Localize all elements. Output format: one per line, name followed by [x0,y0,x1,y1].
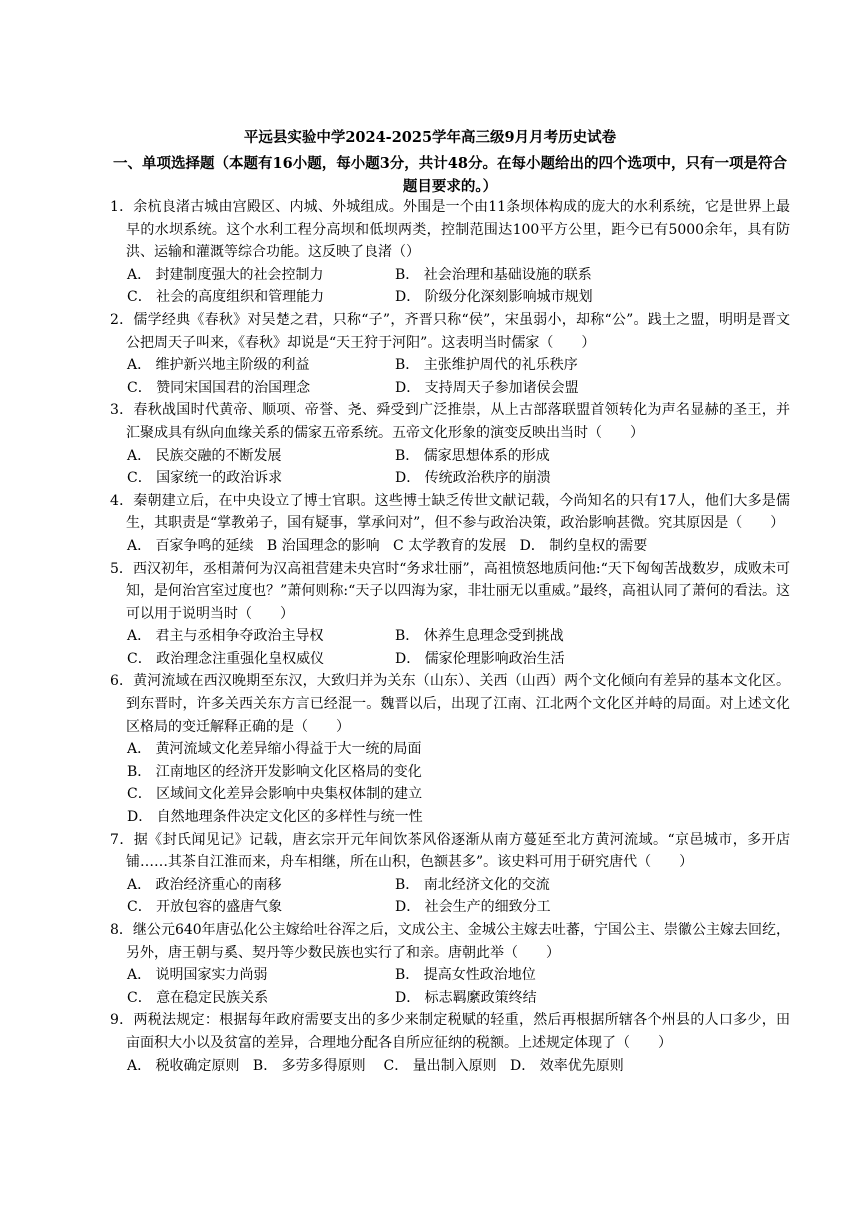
option-c: C． 政治理念注重强化皇权威仪 [127,650,325,667]
question-6 [110,670,790,828]
option-c: C． 意在稳定民族关系 [127,989,269,1006]
options [110,964,790,1009]
option-c: C． 区域间文化差异会影响中央集权体制的建立 [127,786,423,803]
option-c: C． 国家统一的政治诉求 [127,470,283,487]
option-a: A． 黄河流域文化差异缩小得益于大一统的局面 [127,741,422,758]
options [110,738,790,828]
question-2 [110,309,790,399]
section-heading: 一、单项选择题（本题有16小题，每小题3分，共计48分。在每小题给出的四个选项中，只有一项是符合题目要求的。） [113,155,787,195]
question-1 [110,196,790,309]
question-stem: 1．余杭良渚古城由宫殿区、内城、外城组成。外围是一个由11条坝体构成的庞大的水利系统，它是世界上最早的水坝系统。这个水利工程分高坝和低坝两类，控制范围达100平方公里，距今已有5000余年，具有防洪、运输和灌溉等综合功能。这反映了良渚（） [110,199,790,261]
option-d: D． 社会生产的细致分工 [395,899,551,916]
question-stem: 6．黄河流域在西汉晚期至东汉，大致归并为关东（山东）、关西（山西）两个文化倾向有差异的基本文化区。到东晋时，许多关西关东方言已经混一。魏晋以后，出现了江南、江北两个文化区并峙的局面。对上述文化区格局的变迁解释正确的是（ ） [110,673,790,735]
question-stem: 2．儒学经典《春秋》对吴楚之君，只称“子”，齐晋只称“侯”，宋虽弱小，却称“公”。践土之盟，明明是晋文公把周天子叫来，《春秋》却说是“天王狩于河阳”。这表明当时儒家（ ） [110,311,790,351]
question-stem: 9．两税法规定：根据每年政府需要支出的多少来制定税赋的轻重，然后再根据所辖各个州县的人口多少，田亩面积大小以及贫富的差异，合理地分配各自所应征纳的税额。上述规定体现了（ ） [110,1012,790,1051]
option-b: B． 社会治理和基础设施的联系 [395,266,592,283]
option-b: B． 主张维护周代的礼乐秩序 [395,357,578,374]
option-a: A． 民族交融的不断发展 [127,447,282,464]
options [110,354,790,399]
question-stem: 8．继公元640年唐弘化公主嫁给吐谷浑之后，文成公主、金城公主嫁去吐蕃，宁国公主、崇徽公主嫁去回纥，另外，唐王朝与奚、契丹等少数民族也实行了和亲。唐朝此举（ ） [110,922,790,961]
question-8 [110,919,790,1009]
options [110,445,790,490]
option-b: B 治国理念的影响 [266,537,380,554]
options [110,625,790,670]
question-3 [110,399,790,489]
option-a: A． 维护新兴地主阶级的利益 [127,357,310,374]
option-c: C． 社会的高度组织和管理能力 [127,289,325,306]
question-stem: 3．春秋战国时代黄帝、顺项、帝誉、尧、舜受到广泛推崇，从上古部落联盟首领转化为声名显赫的圣王，并汇聚成具有纵向血缘关系的儒家五帝系统。五帝文化形象的演变反映出当时（ ） [110,402,790,441]
question-4 [110,490,790,558]
option-c: C． 量出制入原则 [383,1057,497,1074]
option-d: D． 儒家伦理影响政治生活 [395,650,565,667]
option-b: B． 南北经济文化的交流 [395,876,550,893]
option-a: A． 百家争鸣的延续 [127,537,254,554]
options [110,264,790,309]
option-a: A． 君主与丞相争夺政治主导权 [127,628,324,645]
option-d: D． 传统政治秩序的崩溃 [395,470,551,487]
question-stem: 4．秦朝建立后，在中央设立了博士官职。这些博士缺乏传世文献记载，今尚知名的只有17人，他们大多是儒生，其职责是“掌教弟子，国有疑事，掌承问对”，但不参与政治决策，政治影响甚微。究其原因是（ ） [110,492,790,532]
options [110,874,790,919]
option-d: D． 支持周天子参加诸侯会盟 [395,379,579,396]
option-c: C． 开放包容的盛唐气象 [127,899,283,916]
option-b: B． 提高女性政治地位 [395,967,536,984]
option-a: A． 封建制度强大的社会控制力 [127,266,324,283]
option-d: D． 效率优先原则 [510,1057,624,1074]
option-d: D． 阶级分化深刻影响城市规划 [395,289,593,306]
options [110,535,790,558]
question-stem: 7．据《封氏闻见记》记载，唐玄宗开元年间饮茶风俗逐渐从南方蔓延至北方黄河流域。“京邑城市，多开店铺……其茶自江淮而来，舟车相继，所在山积，色额甚多”。该史料可用于研究唐代（ ） [110,831,790,871]
option-b: B． 儒家思想体系的形成 [395,447,550,464]
option-d: D． 制约皇权的需要 [519,537,648,554]
question-5 [110,558,790,671]
option-a: A． 政治经济重心的南移 [127,876,282,893]
exam-title: 平远县实验中学2024-2025学年高三级9月月考历史试卷 [243,129,617,146]
question-7 [110,829,790,919]
question-list [110,196,790,1077]
option-d: D． 标志羁縻政策终结 [395,989,537,1006]
question-9 [110,1009,790,1077]
option-c: C． 赞同宋国国君的治国理念 [127,379,311,396]
option-a: A． 说明国家实力尚弱 [127,967,268,984]
question-stem: 5．西汉初年，丞相萧何为汉高祖营建未央宫时“务求壮丽”，高祖愤怒地质问他:“天下匈匈苦战数岁，成败未可知，是何治宫室过度也？”萧何则称:“天子以四海为家，非壮丽无以重威。”最终，高祖认同了萧何的看法。这可以用于说明当时（ ） [110,560,790,622]
option-d: D． 自然地理条件决定文化区的多样性与统一性 [127,809,423,826]
option-a: A． 税收确定原则 [127,1057,240,1074]
option-b: B． 休养生息理念受到挑战 [395,628,564,645]
option-c: C 太学教育的发展 [393,537,507,554]
options [110,1055,790,1078]
option-b: B． 江南地区的经济开发影响文化区格局的变化 [127,763,422,780]
option-b: B． 多劳多得原则 [252,1057,366,1074]
